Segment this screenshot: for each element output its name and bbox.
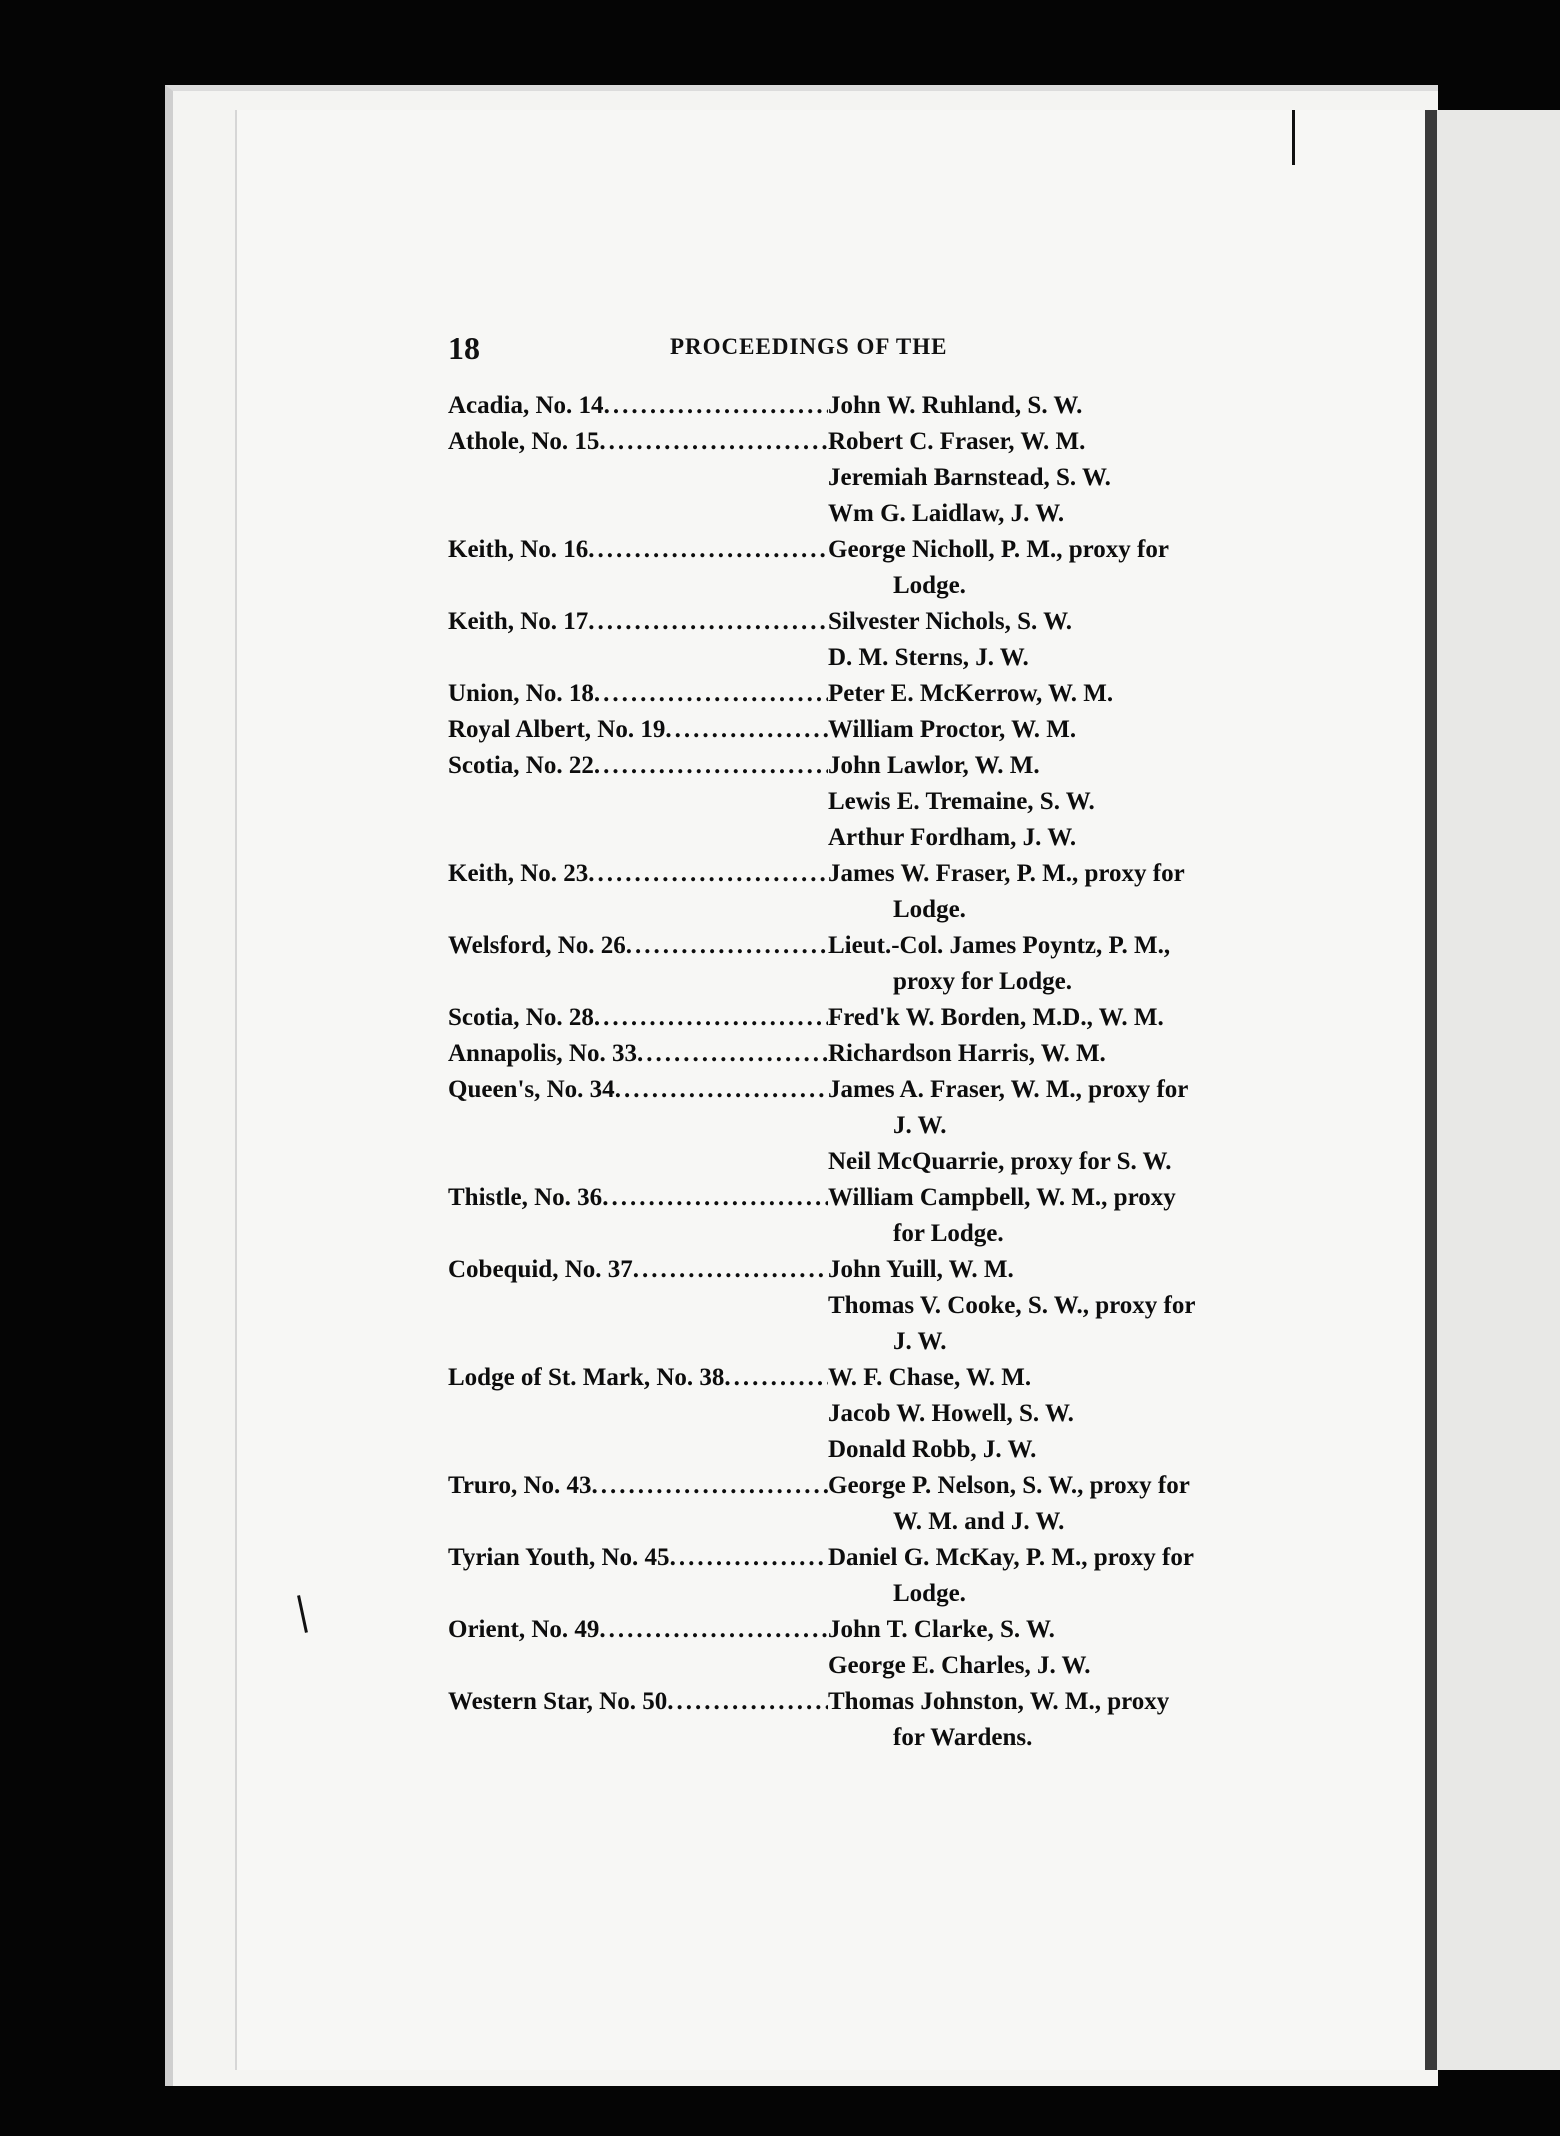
lodge-entry-row [448,572,1288,608]
lodge-name: Welsford, No. 26 [448,932,626,959]
lodge-name: Keith, No. 17 [448,608,589,635]
representative: Neil McQuarrie, proxy for S. W. [828,1148,1172,1175]
representative: Lodge. [893,1580,966,1607]
representative: J. W. [893,1328,947,1355]
representative: Thomas V. Cooke, S. W., proxy for [828,1292,1196,1319]
dot-leader [592,1472,828,1500]
lodge-name: Lodge of St. Mark, No. 38 [448,1364,725,1391]
lodge-entry-row [448,1472,1288,1508]
lodge-name: Acadia, No. 14 [448,392,604,419]
lodge-name: Union, No. 18 [448,680,594,707]
representative: George Nicholl, P. M., proxy for [828,536,1169,563]
lodge-cell [448,1040,828,1068]
representative: proxy for Lodge. [893,968,1072,995]
representative: W. F. Chase, W. M. [828,1364,1032,1391]
representative: for Wardens. [893,1724,1033,1751]
dot-leader [594,680,828,708]
lodge-cell [448,1364,828,1392]
representative: Richardson Harris, W. M. [828,1040,1106,1067]
dot-leader [604,392,828,420]
representative: John W. Ruhland, S. W. [828,392,1083,419]
lodge-entry-row [448,428,1288,464]
representative: Lieut.-Col. James Poyntz, P. M., [828,932,1171,959]
representative: W. M. and J. W. [893,1508,1065,1535]
lodge-cell [448,1472,828,1500]
representative: D. M. Sterns, J. W. [828,644,1029,671]
ink-mark [1292,110,1295,165]
lodge-cell [448,752,828,780]
lodge-cell [448,1076,828,1104]
facing-page-strip [1437,110,1560,2070]
dot-leader [602,1184,828,1212]
representative: George E. Charles, J. W. [828,1652,1091,1679]
running-head: PROCEEDINGS OF THE [670,334,948,359]
lodge-entry-row [448,932,1288,968]
representative: Robert C. Fraser, W. M. [828,428,1086,455]
lodge-entry-row [448,536,1288,572]
lodge-entry-row [448,752,1288,788]
lodge-name: Cobequid, No. 37 [448,1256,633,1283]
dot-leader [633,1256,828,1284]
dot-leader [667,1688,828,1716]
dot-leader [665,716,828,744]
lodge-entry-row [448,1652,1288,1688]
lodge-entry-row [448,500,1288,536]
lodge-entry-row [448,1544,1288,1580]
representative: James A. Fraser, W. M., proxy for [828,1076,1189,1103]
lodge-cell [448,860,828,888]
lodge-name: Keith, No. 16 [448,536,589,563]
lodge-name: Orient, No. 49 [448,1616,600,1643]
lodge-name: Keith, No. 23 [448,860,589,887]
lodge-entry-row [448,860,1288,896]
lodge-entry-row [448,1148,1288,1184]
lodge-entry-row [448,1364,1288,1400]
lodge-cell [448,1256,828,1284]
lodge-name: Western Star, No. 50 [448,1688,668,1715]
representative: Arthur Fordham, J. W. [828,824,1077,851]
representative: William Campbell, W. M., proxy [828,1184,1176,1211]
page-gutter-edge [1425,110,1437,2070]
lodge-entry-row [448,1616,1288,1652]
dot-leader [588,536,828,564]
lodge-entry-row [448,1220,1288,1256]
lodge-name: Tyrian Youth, No. 45 [448,1544,670,1571]
dot-leader [615,1076,828,1104]
lodge-entry-row [448,1004,1288,1040]
representative: Donald Robb, J. W. [828,1436,1037,1463]
lodge-entry-row [448,1688,1288,1724]
dot-leader [599,1616,828,1644]
lodge-entry-row [448,1184,1288,1220]
lodge-cell [448,1616,828,1644]
lodge-cell [448,536,828,564]
representative: John Yuill, W. M. [828,1256,1014,1283]
representative: Lodge. [893,896,966,923]
representative: John Lawlor, W. M. [828,752,1040,779]
lodge-name: Scotia, No. 28 [448,1004,594,1031]
lodge-entry-row [448,1076,1288,1112]
lodge-entry-row [448,1508,1288,1544]
lodge-entry-row [448,608,1288,644]
representative: Jacob W. Howell, S. W. [828,1400,1074,1427]
lodge-name: Athole, No. 15 [448,428,600,455]
lodge-cell [448,428,828,456]
lodge-name: Royal Albert, No. 19 [448,716,666,743]
lodge-cell [448,1544,828,1572]
lodge-cell [448,392,828,420]
lodge-cell [448,932,828,960]
lodge-entry-row [448,1112,1288,1148]
representative: John T. Clarke, S. W. [828,1616,1055,1643]
representative: Daniel G. McKay, P. M., proxy for [828,1544,1194,1571]
lodge-name: Thistle, No. 36 [448,1184,603,1211]
lodge-entry-row [448,1328,1288,1364]
lodge-cell [448,608,828,636]
lodge-entry-row [448,896,1288,932]
lodge-entry-row [448,1292,1288,1328]
representative: Thomas Johnston, W. M., proxy [828,1688,1170,1715]
dot-leader [626,932,828,960]
lodge-name: Scotia, No. 22 [448,752,594,779]
lodge-entry-row [448,464,1288,500]
representative: Wm G. Laidlaw, J. W. [828,500,1065,527]
dot-leader [599,428,828,456]
representative: Lewis E. Tremaine, S. W. [828,788,1095,815]
representative: Peter E. McKerrow, W. M. [828,680,1114,707]
representative: J. W. [893,1112,947,1139]
lodge-entry-row [448,716,1288,752]
lodge-entry-row [448,1400,1288,1436]
lodge-entry-row [448,392,1288,428]
lodge-cell [448,1184,828,1212]
lodge-cell [448,1004,828,1032]
lodge-entry-row [448,824,1288,860]
lodge-entry-row [448,788,1288,824]
page-number: 18 [448,330,480,366]
lodge-entry-row [448,1040,1288,1076]
lodge-cell [448,1688,828,1716]
representative: Lodge. [893,572,966,599]
lodge-name: Queen's, No. 34 [448,1076,615,1103]
lodge-entry-row [448,1436,1288,1472]
lodge-name: Truro, No. 43 [448,1472,592,1499]
dot-leader [594,1004,828,1032]
lodge-entry-row [448,1724,1288,1760]
representative: Fred'k W. Borden, M.D., W. M. [828,1004,1164,1031]
representative: William Proctor, W. M. [828,716,1077,743]
lodge-entry-row [448,1580,1288,1616]
lodge-entry-row [448,680,1288,716]
representative: James W. Fraser, P. M., proxy for [828,860,1185,887]
dot-leader [588,608,828,636]
dot-leader [588,860,828,888]
lodge-entry-row [448,644,1288,680]
lodge-entry-row [448,968,1288,1004]
representative: for Lodge. [893,1220,1004,1247]
representative: George P. Nelson, S. W., proxy for [828,1472,1190,1499]
lodge-list [448,392,1288,1760]
representative: Jeremiah Barnstead, S. W. [828,464,1111,491]
lodge-cell [448,680,828,708]
dot-leader [724,1364,828,1392]
lodge-name: Annapolis, No. 33 [448,1040,637,1067]
lodge-cell [448,716,828,744]
dot-leader [637,1040,828,1068]
representative: Silvester Nichols, S. W. [828,608,1073,635]
lodge-entry-row [448,1256,1288,1292]
dot-leader [594,752,828,780]
page-header [448,330,1288,370]
dot-leader [670,1544,828,1572]
